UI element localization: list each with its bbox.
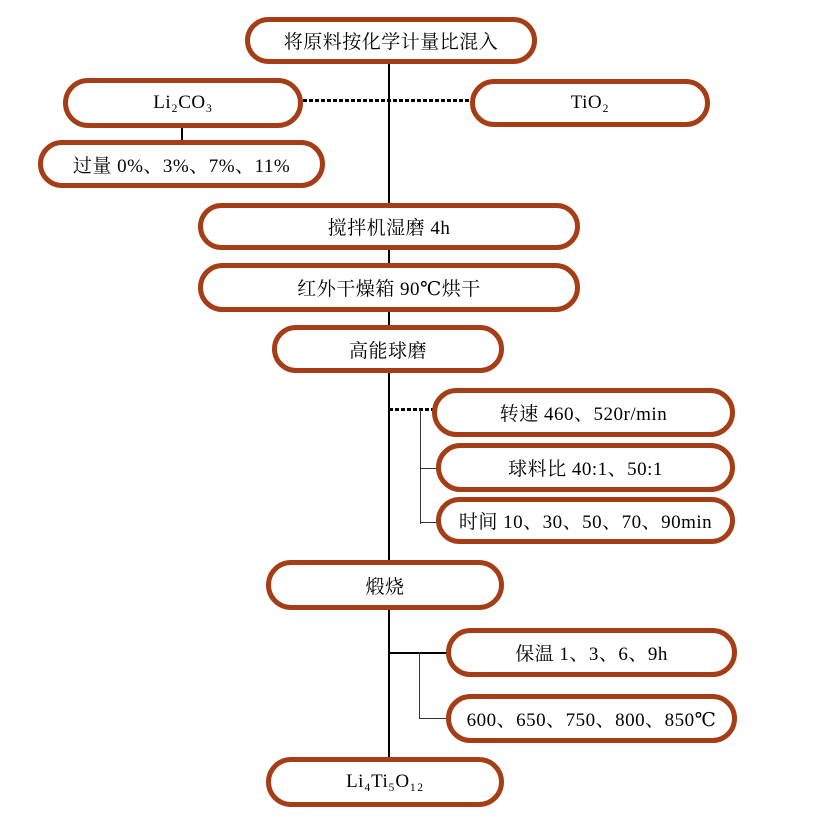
node-milling-time: 时间 10、30、50、70、90min — [436, 497, 735, 544]
node-infrared-drying: 红外干燥箱 90℃烘干 — [198, 263, 580, 312]
connector-ballmill-branch-vertical — [420, 410, 421, 524]
node-temperatures: 600、650、750、800、850℃ — [446, 694, 737, 743]
node-calcination: 煅烧 — [266, 560, 504, 610]
node-excess-percentages: 过量 0%、3%、7%、11% — [38, 140, 325, 188]
connector-calcination-branch-vertical — [419, 652, 420, 719]
connector-dashed-ballmill-params — [389, 408, 434, 411]
node-li2co3: Li₂CO₃ — [63, 78, 303, 128]
node-wet-milling: 搅拌机湿磨 4h — [198, 203, 580, 250]
connector-calcination-params — [389, 652, 451, 654]
node-holding-time: 保温 1、3、6、9h — [446, 628, 737, 677]
node-ball-material-ratio: 球料比 40:1、50:1 — [436, 443, 735, 492]
node-high-energy-ball-milling: 高能球磨 — [272, 325, 504, 373]
node-rotation-speed: 转速 460、520r/min — [432, 388, 735, 437]
node-product-li4ti5o12: Li₄Ti₅O₁₂ — [266, 757, 504, 807]
connector-dashed-li2co3-tio2 — [303, 99, 470, 102]
node-mix-raw-materials: 将原料按化学计量比混入 — [245, 17, 537, 64]
node-tio2: TiO₂ — [470, 79, 710, 127]
